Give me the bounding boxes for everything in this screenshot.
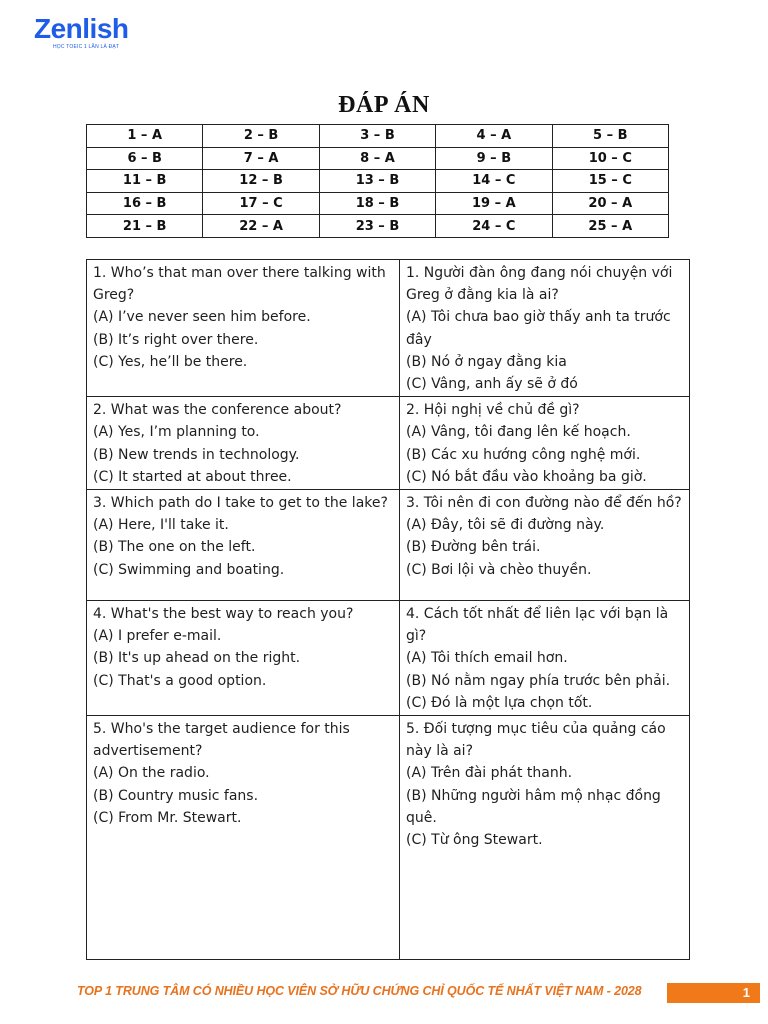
- answer-row: [87, 125, 669, 148]
- answer-cell: 10 – C: [552, 147, 668, 170]
- answer-option: (B) New trends in technology.: [93, 446, 300, 463]
- answer-cell: 11 – B: [87, 170, 203, 193]
- page-number: 1: [742, 985, 750, 1000]
- answer-option: (C) From Mr. Stewart.: [93, 809, 242, 826]
- question-row: [87, 490, 690, 601]
- answer-option: (C) That's a good option.: [93, 672, 267, 689]
- question-text: 5. Who's the target audience for this advertisement?: [93, 721, 350, 760]
- question-text: 1. Người đàn ông đang nói chuyện với Greg ở đằng kia là ai?: [406, 265, 673, 304]
- vietnamese-cell: [400, 716, 690, 960]
- answer-cell: 20 – A: [552, 192, 668, 215]
- question-text: 4. Cách tốt nhất để liên lạc với bạn là gì?: [406, 606, 669, 645]
- answer-cell: 21 – B: [87, 215, 203, 238]
- english-cell: [87, 490, 400, 601]
- answer-option: (C) Vâng, anh ấy sẽ ở đó: [406, 376, 578, 393]
- answer-cell: 23 – B: [319, 215, 435, 238]
- answer-option: (A) Trên đài phát thanh.: [406, 765, 573, 782]
- answer-cell: 9 – B: [436, 147, 552, 170]
- answer-cell: 14 – C: [436, 170, 552, 193]
- answer-row: [87, 147, 669, 170]
- answer-option: (B) It's up ahead on the right.: [93, 650, 301, 667]
- answer-cell: 3 – B: [319, 125, 435, 148]
- question-row: [87, 260, 690, 397]
- page-title: ĐÁP ÁN: [338, 92, 430, 118]
- answer-option: (B) Các xu hướng công nghệ mới.: [406, 446, 641, 463]
- answer-key-table: [86, 124, 669, 238]
- answer-cell: 8 – A: [319, 147, 435, 170]
- answer-option: (C) Đó là một lựa chọn tốt.: [406, 694, 593, 711]
- answer-option: (A) Vâng, tôi đang lên kế hoạch.: [406, 424, 631, 441]
- answer-cell: 17 – C: [203, 192, 319, 215]
- answer-option: (B) Nó ở ngay đằng kia: [406, 353, 567, 370]
- answer-cell: 12 – B: [203, 170, 319, 193]
- answer-option: (C) It started at about three.: [93, 468, 292, 485]
- question-row: [87, 397, 690, 490]
- answer-row: [87, 215, 669, 238]
- answer-cell: 16 – B: [87, 192, 203, 215]
- zenlish-logo: [34, 14, 129, 50]
- answer-option: (C) Từ ông Stewart.: [406, 832, 543, 849]
- footer-slogan: TOP 1 TRUNG TÂM CÓ NHIỀU HỌC VIÊN SỞ HỮU CHỨNG CHỈ QUỐC TẾ NHẤT VIỆT NAM - 2028: [77, 984, 642, 998]
- answer-option: (A) Tôi thích email hơn.: [406, 650, 568, 667]
- question-text: 2. Hội nghị về chủ đề gì?: [406, 402, 580, 419]
- answer-option: (B) Những người hâm mộ nhạc đồng quê.: [406, 787, 661, 826]
- question-text: 1. Who’s that man over there talking with Greg?: [93, 265, 386, 304]
- answer-option: (A) Here, I'll take it.: [93, 517, 229, 534]
- answer-cell: 6 – B: [87, 147, 203, 170]
- vietnamese-cell: [400, 260, 690, 397]
- answer-option: (A) On the radio.: [93, 765, 210, 782]
- answer-option: (A) I prefer e-mail.: [93, 628, 222, 645]
- answer-cell: 19 – A: [436, 192, 552, 215]
- answer-row: [87, 192, 669, 215]
- question-row: [87, 601, 690, 716]
- answer-cell: 5 – B: [552, 125, 668, 148]
- question-text: 5. Đối tượng mục tiêu của quảng cáo này là ai?: [406, 721, 666, 760]
- english-cell: [87, 601, 400, 716]
- answer-option: (A) I’ve never seen him before.: [93, 309, 311, 326]
- question-text: 4. What's the best way to reach you?: [93, 606, 354, 623]
- answer-cell: 18 – B: [319, 192, 435, 215]
- vietnamese-cell: [400, 490, 690, 601]
- answer-option: (C) Nó bắt đầu vào khoảng ba giờ.: [406, 468, 647, 485]
- vietnamese-cell: [400, 397, 690, 490]
- question-text: 3. Which path do I take to get to the lake?: [93, 495, 388, 512]
- answer-cell: 22 – A: [203, 215, 319, 238]
- logo-tagline: HỌC TOEIC 1 LẦN LÀ ĐẠT: [53, 44, 120, 50]
- answer-option: (B) It’s right over there.: [93, 331, 259, 348]
- answer-cell: 15 – C: [552, 170, 668, 193]
- answer-option: (C) Swimming and boating.: [93, 561, 285, 578]
- answer-cell: 24 – C: [436, 215, 552, 238]
- answer-option: (C) Yes, he’ll be there.: [93, 353, 248, 370]
- answer-cell: 2 – B: [203, 125, 319, 148]
- logo-wordmark: Zenlish: [34, 13, 129, 44]
- vietnamese-cell: [400, 601, 690, 716]
- english-cell: [87, 716, 400, 960]
- english-cell: [87, 397, 400, 490]
- question-row: [87, 716, 690, 960]
- answer-option: (B) Đường bên trái.: [406, 539, 541, 556]
- question-text: 3. Tôi nên đi con đường nào để đến hồ?: [406, 495, 682, 512]
- answer-option: (C) Bơi lội và chèo thuyền.: [406, 561, 592, 578]
- page-number-badge: [667, 983, 760, 1003]
- answer-option: (B) The one on the left.: [93, 539, 256, 556]
- answer-option: (A) Đây, tôi sẽ đi đường này.: [406, 517, 605, 534]
- question-text: 2. What was the conference about?: [93, 402, 342, 419]
- question-translation-table: [86, 259, 690, 960]
- answer-cell: 7 – A: [203, 147, 319, 170]
- answer-cell: 1 – A: [87, 125, 203, 148]
- answer-cell: 13 – B: [319, 170, 435, 193]
- answer-row: [87, 170, 669, 193]
- answer-option: (B) Country music fans.: [93, 787, 259, 804]
- english-cell: [87, 260, 400, 397]
- answer-cell: 4 – A: [436, 125, 552, 148]
- answer-option: (A) Yes, I’m planning to.: [93, 424, 260, 441]
- answer-option: (A) Tôi chưa bao giờ thấy anh ta trước đây: [406, 309, 671, 348]
- answer-option: (B) Nó nằm ngay phía trước bên phải.: [406, 672, 671, 689]
- answer-cell: 25 – A: [552, 215, 668, 238]
